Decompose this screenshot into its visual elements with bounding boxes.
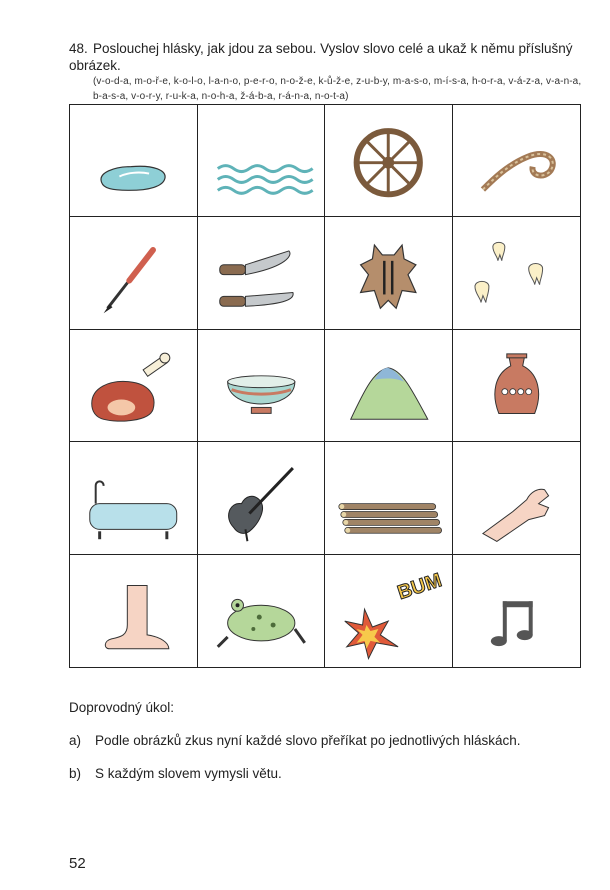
task-a	[69, 733, 520, 748]
task-b	[69, 766, 282, 781]
nota-icon	[453, 555, 581, 667]
rana-icon	[325, 555, 452, 667]
cell-kuze[interactable]	[325, 217, 453, 329]
basa-icon	[198, 442, 325, 553]
cell-hora[interactable]	[325, 330, 453, 442]
cell-basa[interactable]	[198, 442, 326, 554]
cell-noha[interactable]	[70, 555, 198, 667]
exercise-hint-line-1: (v-o-d-a, m-o-ř-e, k-o-l-o, l-a-n-o, p-e-r-o, n-o-ž-e, k-ů-ž-e, z-u-b-y, m-a-s-o, m-í-s-a, h-o-r-a, v-á-z-a, v-a-n-a,	[93, 76, 582, 87]
exercise-instruction	[69, 40, 599, 74]
task-b-label: b)	[69, 766, 82, 781]
cell-zuby[interactable]	[453, 217, 581, 329]
noha-icon	[70, 555, 197, 667]
cell-lano[interactable]	[453, 105, 581, 217]
task-heading: Doprovodný úkol:	[69, 700, 175, 715]
cell-vory[interactable]	[325, 442, 453, 554]
cell-ruka[interactable]	[453, 442, 581, 554]
pero-icon	[70, 217, 197, 328]
instruction-text: Poslouchej hlásky, jak jdou za sebou. Vyslov slovo celé a ukaž k němu příslušný obrázek.	[69, 41, 573, 73]
cell-voda[interactable]	[70, 105, 198, 217]
cell-nota[interactable]	[453, 555, 581, 667]
vaza-icon	[453, 330, 581, 441]
cell-maso[interactable]	[70, 330, 198, 442]
task-a-text: Podle obrázků zkus nyní každé slovo přeříkat po jednotlivých hláskách.	[95, 733, 521, 748]
cell-vana[interactable]	[70, 442, 198, 554]
cell-noze[interactable]	[198, 217, 326, 329]
page-number: 52	[69, 855, 86, 872]
exercise-hint-line-2: b-a-s-a, v-o-r-y, r-u-k-a, n-o-h-a, ž-á-b-a, r-á-n-a, n-o-t-a)	[93, 91, 349, 102]
task-b-text: S každým slovem vymysli větu.	[95, 766, 282, 781]
zuby-icon	[453, 217, 581, 328]
maso-icon	[70, 330, 197, 441]
cell-kolo[interactable]	[325, 105, 453, 217]
vana-icon	[70, 442, 197, 553]
more-icon	[198, 105, 325, 216]
noze-icon	[198, 217, 325, 328]
cell-more[interactable]	[198, 105, 326, 217]
zaba-icon	[198, 555, 325, 667]
cell-vaza[interactable]	[453, 330, 581, 442]
kolo-icon	[325, 105, 452, 216]
cell-rana[interactable]	[325, 555, 453, 667]
exercise-number: 48.	[69, 41, 88, 56]
cell-misa[interactable]	[198, 330, 326, 442]
cell-pero[interactable]	[70, 217, 198, 329]
exercise-48	[69, 40, 599, 104]
vory-icon	[325, 442, 452, 553]
lano-icon	[453, 105, 581, 216]
kuze-icon	[325, 217, 452, 328]
picture-grid	[69, 104, 581, 668]
misa-icon	[198, 330, 325, 441]
task-a-label: a)	[69, 733, 82, 748]
ruka-icon	[453, 442, 581, 553]
hora-icon	[325, 330, 452, 441]
cell-zaba[interactable]	[198, 555, 326, 667]
voda-icon	[70, 105, 197, 216]
bum-text: BUM	[394, 568, 445, 604]
